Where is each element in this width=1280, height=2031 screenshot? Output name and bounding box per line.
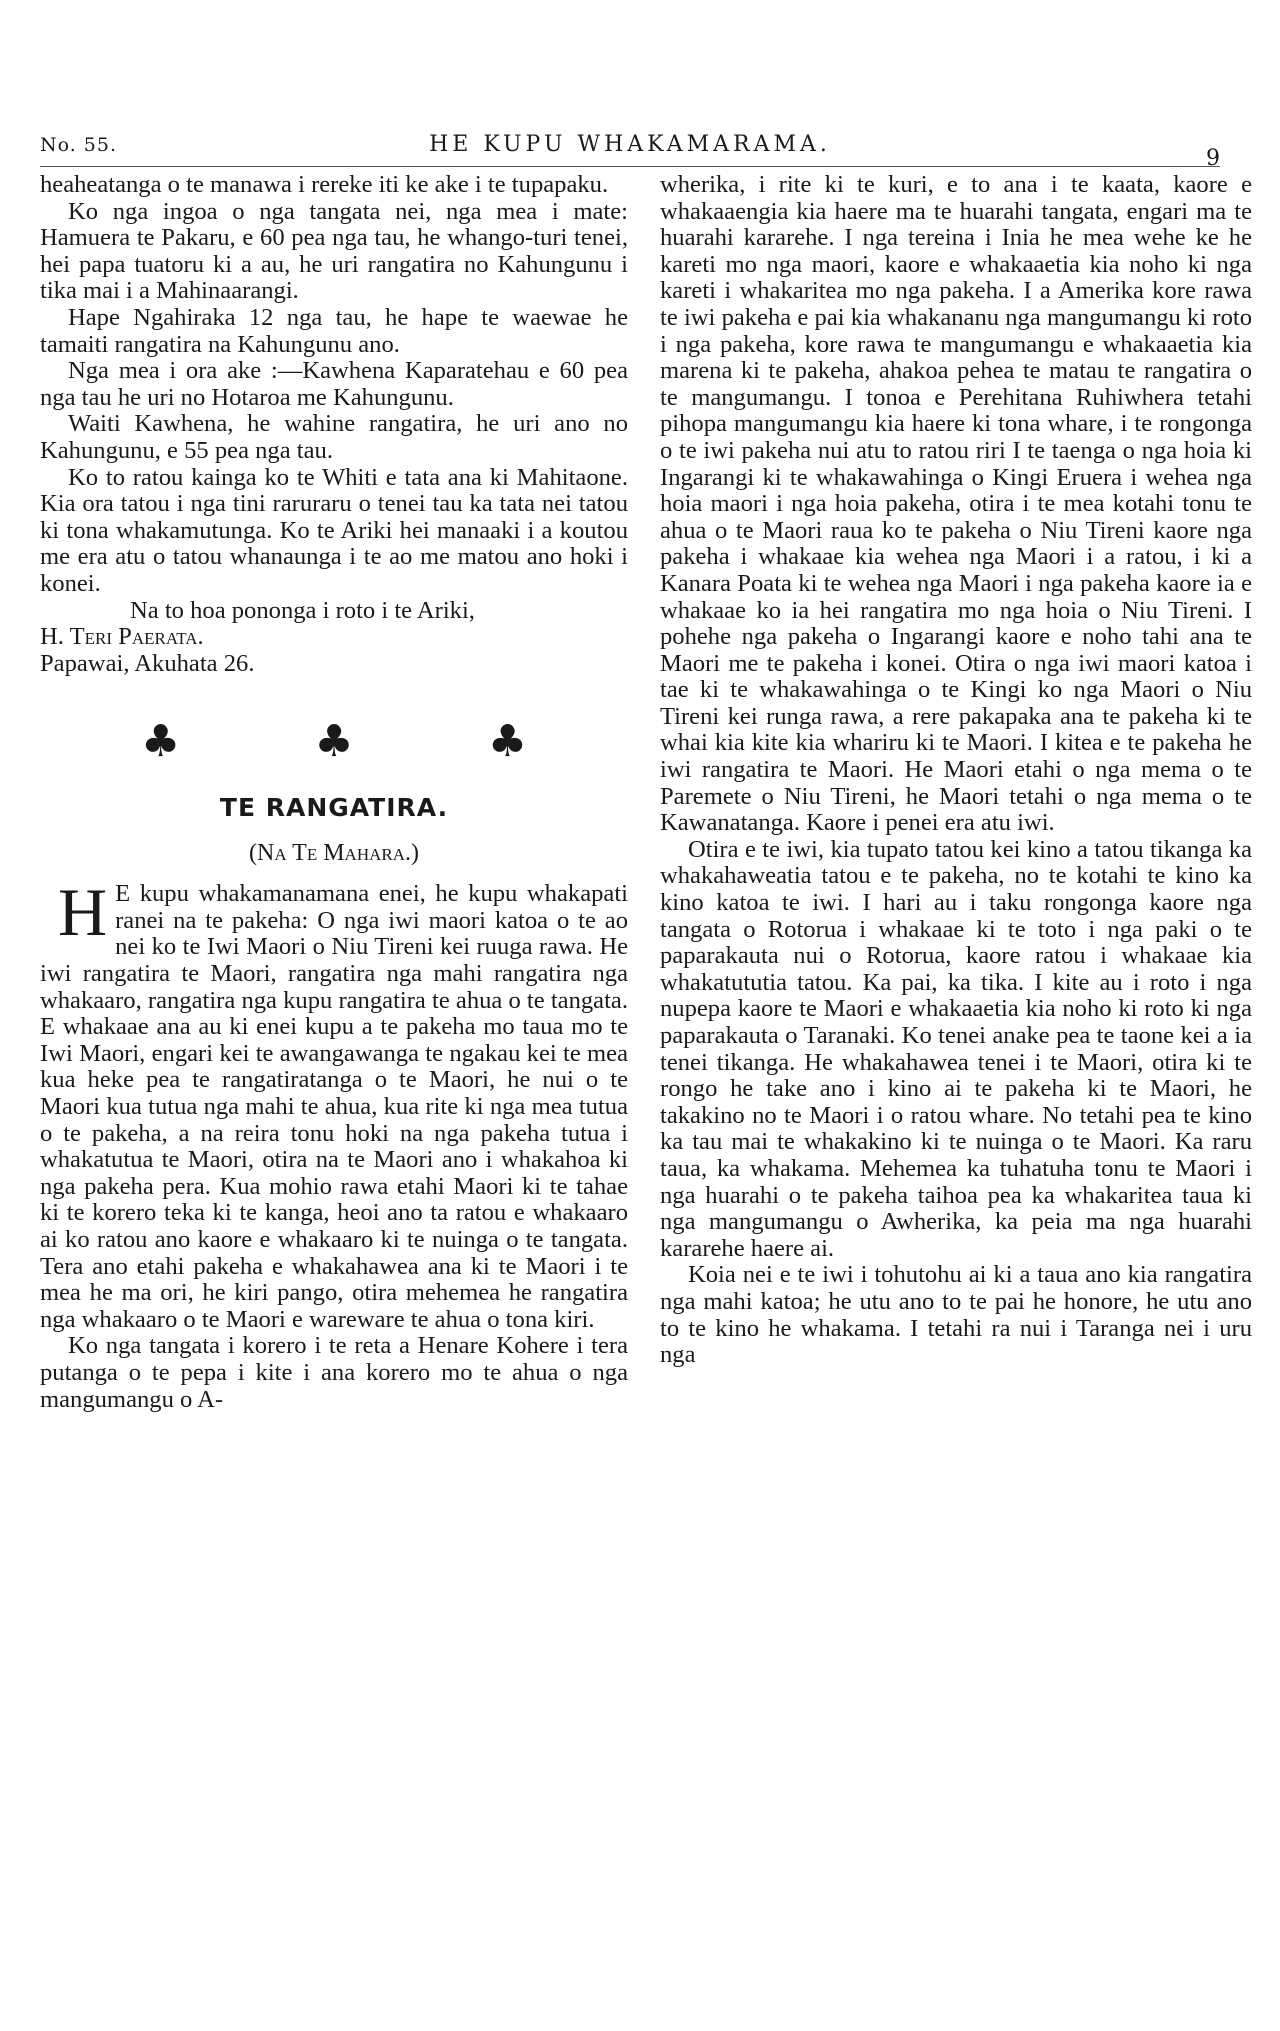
- article-title: TE RANGATIRA.: [219, 793, 449, 823]
- right-column: [660, 172, 1252, 1369]
- paragraph: Ko to ratou kainga ko te Whiti e tata ana ki Mahitaone. Kia ora tatou i nga tini raruraru o tenei tau ka tata nei tatou ki tona whakamutunga. Ko te Ariki hei manaaki i a koutou me era atu o tatou whanaunga i te ao me matou ano hoki i konei.: [40, 463, 628, 597]
- paragraph: Ko nga ingoa o nga tangata nei, nga mea i mate: Hamuera te Pakaru, e 60 pea nga tau, he whango-turi tenei, hei papa tuatoru ki a au, he uri rangatira no Kahungunu i tika mai i a Mahinaarangi.: [40, 197, 628, 305]
- issue-number: No. 55.: [40, 134, 118, 156]
- page-header: [40, 132, 1220, 171]
- publication-title: HE KUPU WHAKAMARAMA.: [429, 132, 831, 157]
- club-ornament-icon: ♣ ♣ ♣: [140, 716, 588, 768]
- paragraph: wherika, i rite ki te kuri, e to ana i te kaata, kaore e whakaaengia kia haere ma te huarahi tangata, engari ma te huarahi kararehe. I nga tereina i Inia he mea wehe ke he kareti mo nga maori, kaore e whakaaetia kia noho ki nga kareti i whakaritea mo nga pakeha. I a Amerika kore rawa te iwi pakeha e pai kia whakananu nga mangumangu ki roto i nga pakeha, kore rawa te mangumangu e whakaaetia kia marena ki te pakeha, ahakoa pehea te matau te rangatira o te mangumangu. I tonoa e Perehitana Ruhiwhera tetahi pihopa mangumangu kia haere ki tona whare, i te rongonga o te iwi pakeha nui atu to ratou riri I te taenga o nga hoia ki Ingarangi ki te whakawahinga o Kingi Eruera i wehea nga hoia maori i nga hoia pakeha, otira i te mea kotahi tonu te ahua o te Maori raua ko te pakeha o Niu Tireni kaore nga pakeha i whakaae kia wehea nga Maori i a ratou, i ki a Kanara Poata ki te wehea nga Maori i nga pakeha kaore ia e whakaae ko ia hei rangatira mo nga hoia o Niu Tireni. I pohehe nga pakeha o Ingarangi kaore e noho tahi ana te Maori me te pakeha i konei. Otira o nga iwi maori katoa i tae ki te whakawahinga o te Kingi ko nga Maori o Niu Tireni kei runga rawa, a rere pakapaka ana te pakeha ki te whai kia kite kia whariru ki te Maori. I kitea e te pakeha he iwi rangatira te Maori. He Maori etahi o nga mema o te Paremete o Niu Tireni, he Maori tetahi o nga mema o te Kawanatanga. Kaore i penei era atu iwi.: [660, 171, 1252, 837]
- article-paragraph: Ko nga tangata i korero i te reta a Henare Kohere i tera putanga o te pepa i kite i ana korero mo te ahua o nga mangumangu o A-: [40, 1332, 628, 1413]
- paragraph: Hape Ngahiraka 12 nga tau, he hape te waewae he tamaiti rangatira na Kahungunu ano.: [40, 303, 628, 358]
- signature: H. Teri Paerata.: [40, 623, 204, 651]
- paragraph: Nga mea i ora ake :—Kawhena Kaparatehau e 60 pea nga tau he uri no Hotaroa me Kahungunu.: [40, 357, 628, 411]
- drop-cap: H: [58, 874, 108, 951]
- paragraph: Otira e te iwi, kia tupato tatou kei kino a tatou tikanga ka whakahaweatia tatou e te pakeha, no te kotahi te kino ka kino katoa te iwi. I hari au i taku rongonga kaore nga tangata o Rotorua i whakaae ki te toto i nga paki o te paparakauta nui o Rotorua, kaore ratou i whakaae kia whakatututia tatou. Ka pai, ka tika. I kite au i roto i nga nupepa kaore te Maori e whakaaetia kia noho ki roto ki nga paparakauta o Taranaki. Ko tenei anake pea te taone kei a ia tenei tikanga. He whakahawea tenei i te Maori, otira ki te rongo he take ano i kino ai te pakeha ki te Maori, he takakino no te Maori i o ratou whare. No tetahi pea te kino ka tau mai te whakakino ki te nuinga o te Maori. Ka raru taua, ka whakama. Mehemea ka tuhatuha tonu te Maori i nga huarahi o te pakeha taihoa pea ka whakaritea taua ki nga mangumangu o Awherika, ka peia ma nga huarahi kararehe haere ai.: [660, 835, 1252, 1262]
- article-paragraph: [40, 874, 628, 1333]
- paragraph: Waiti Kawhena, he wahine rangatira, he uri ano no Kahungunu, e 55 pea nga tau.: [40, 410, 628, 464]
- article-text: E kupu whakamanamana enei, he kupu whakapati ranei na te pakeha: O nga iwi maori katoa o te ao nei ko te Iwi Maori o Niu Tireni kei ruuga rawa. He iwi rangatira te Maori, rangatira nga mahi rangatira nga whakaaro, rangatira nga kupu rangatira te ahua o te tangata. E whakaae ana au ki enei kupu a te pakeha mo taua mo te Iwi Maori, engari kei te awangawanga te ngakau kei te mea kua heke pea te rangatiratanga o te Maori, he nui o te Maori kua tutua nga mahi te ahua, kua rite ki nga mea tutua o te pakeha, a na reira tonu hoki na nga pakeha tutua i whakatutua te Maori, otira na te Maori ano i whakahoa ki nga pakeha pera. Kua mohio rawa etahi Maori ki te tahae ki te korero teka ki te kanga, heoi ano ta ratou e whakaaro ai ko ratou ano kaore e whakaaro ki te nuinga o te tangata. Tera ano etahi pakeha e whakahawea ana ki te Maori i te mea he ma ori, he kiri pango, otira mehemea he rangatira nga whakaaro o te Maori e wareware te ahua o tona kiri.: [40, 880, 628, 1333]
- letter-closing: Na to hoa pononga i roto i te Ariki,: [130, 596, 475, 624]
- place-date: Papawai, Akuhata 26.: [40, 649, 255, 677]
- left-column: [40, 172, 628, 1413]
- paragraph: Koia nei e te iwi i tohutohu ai ki a taua ano kia rangatira nga mahi katoa; he utu ano to te pai he honore, he utu ano to te kino he whakama. I tetahi ra nui i Taranga nei i uru nga: [660, 1261, 1252, 1369]
- article-byline: (Na Te Mahara.): [249, 840, 419, 867]
- paragraph: heaheatanga o te manawa i rereke iti ke ake i te tupapaku.: [40, 171, 609, 198]
- page-number: 9: [1206, 146, 1220, 171]
